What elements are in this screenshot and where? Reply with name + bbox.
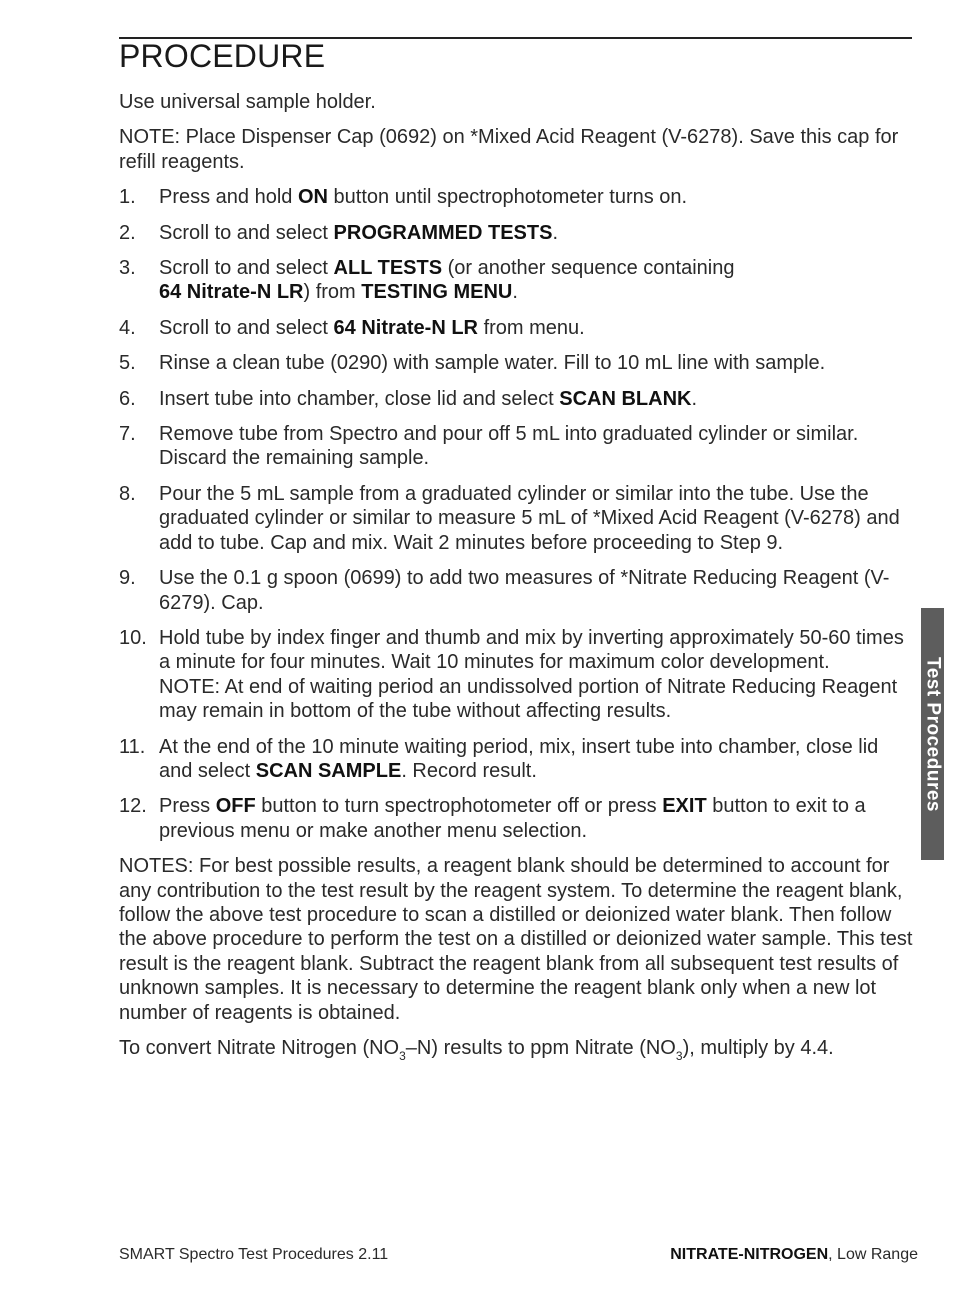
note-dispenser-cap: NOTE: Place Dispenser Cap (0692) on *Mixed Acid Reagent (V-6278). Save this cap for refill reagents. [119, 126, 899, 173]
footer-test-name: NITRATE-NITROGEN [670, 1246, 829, 1263]
conversion-note: To convert Nitrate Nitrogen $(NO_3-N)$ results to ppm Nitrate $(NO_3)$, multiply by 4.4. [119, 1037, 834, 1063]
step-number: 5. [119, 352, 136, 375]
step-number: 8. [119, 482, 136, 505]
page-title: PROCEDURE [119, 38, 326, 74]
step-3: 3. Scroll to and select ALL TESTS (or another sequence containing 64 Nitrate-N LR) from TESTING MENU. [119, 257, 735, 304]
step-number: 4. [119, 316, 136, 339]
footer-left: SMART Spectro Test Procedures 2.11 [119, 1246, 389, 1263]
step-number: 10. [119, 626, 147, 649]
step-9: 9. Use the 0.1 g spoon (0699) to add two measures of *Nitrate Reducing Reagent (V-6279). Cap. [119, 567, 890, 614]
step-8: 8. Pour the 5 mL sample from a graduated cylinder or similar into the tube. Use the graduated cylinder or similar to measure 5 mL of *Mixed Acid Reagent (V-6278) and add to tube. Cap and mix. Wait 2 minutes before proceeding to Step 9. [119, 482, 900, 554]
key-off: OFF [215, 795, 256, 818]
step-10: 10. Hold tube by index finger and thumb and mix by inverting approximately 50-60 times a minute for four minutes. Wait 10 minutes for maximum color development. NOTE: At end of waiting period an undissolved portion of Nitrate Reducing Reagent may remain in bottom of the tube without affecting results. [119, 626, 904, 723]
menu-all-tests: ALL TESTS [333, 257, 443, 280]
key-exit: EXIT [662, 795, 707, 818]
procedure-content [119, 90, 914, 1071]
side-tab-label: Test Procedures [922, 656, 944, 812]
key-scan-sample: SCAN SAMPLE [255, 759, 402, 782]
step-number: 11. [119, 735, 146, 758]
step-number: 3. [119, 257, 136, 280]
key-on: ON [297, 186, 328, 209]
key-scan-blank: SCAN BLANK [559, 387, 692, 410]
step-10-note: NOTE: At end of waiting period an undissolved portion of Nitrate Reducing Reagent may remain in bottom of the tube without affecting results. [159, 675, 898, 723]
step-12: 12. Press OFF button to turn spectrophotometer off or press EXIT button to exit to a previous menu or make another menu selection. [119, 795, 866, 842]
menu-programmed-tests: PROGRAMMED TESTS [333, 221, 553, 244]
step-1: 1. Press and hold ON button until spectrophotometer turns on. [119, 186, 688, 209]
test-name: 64 Nitrate-N LR [333, 316, 479, 339]
step-number: 12. [119, 795, 147, 818]
step-number: 2. [119, 221, 136, 244]
step-number: 6. [119, 387, 136, 410]
step-5: 5. Rinse a clean tube (0290) with sample water. Fill to 10 mL line with sample. [119, 352, 826, 375]
step-7: 7. Remove tube from Spectro and pour off 5 mL into graduated cylinder or similar. Discard the remaining sample. [119, 423, 859, 470]
step-number: 1. [119, 186, 136, 209]
footer-right: NITRATE-NITROGEN, Low Range [670, 1246, 918, 1263]
notes-reagent-blank: NOTES: For best possible results, a reagent blank should be determined to account for any contribution to the test result by the reagent system. To determine the reagent blank, follow the above test procedure to scan a distilled or deionized water blank. Then follow the above procedure to perform the test on a distilled or deionized water sample. This test result is the reagent blank. Subtract the reagent blank from all subsequent test results of unknown samples. It is necessary to determine the reagent blank only when a new lot number of reagents is obtained. [119, 855, 913, 1024]
step-4: 4. Scroll to and select 64 Nitrate-N LR from menu. [119, 316, 585, 339]
procedure-steps [119, 185, 914, 843]
step-2: 2. Scroll to and select PROGRAMMED TESTS. [119, 221, 558, 244]
step-number: 9. [119, 567, 136, 590]
step-number: 7. [119, 423, 136, 446]
step-6: 6. Insert tube into chamber, close lid and select SCAN BLANK. [119, 387, 698, 410]
intro-text: Use universal sample holder. [119, 91, 376, 113]
section-side-tab [921, 608, 944, 860]
test-name: 64 Nitrate-N LR [159, 281, 304, 304]
step-11: 11. At the end of the 10 minute waiting period, mix, insert tube into chamber, close lid and select SCAN SAMPLE. Record result. [119, 735, 879, 782]
menu-testing-menu: TESTING MENU [361, 281, 513, 304]
